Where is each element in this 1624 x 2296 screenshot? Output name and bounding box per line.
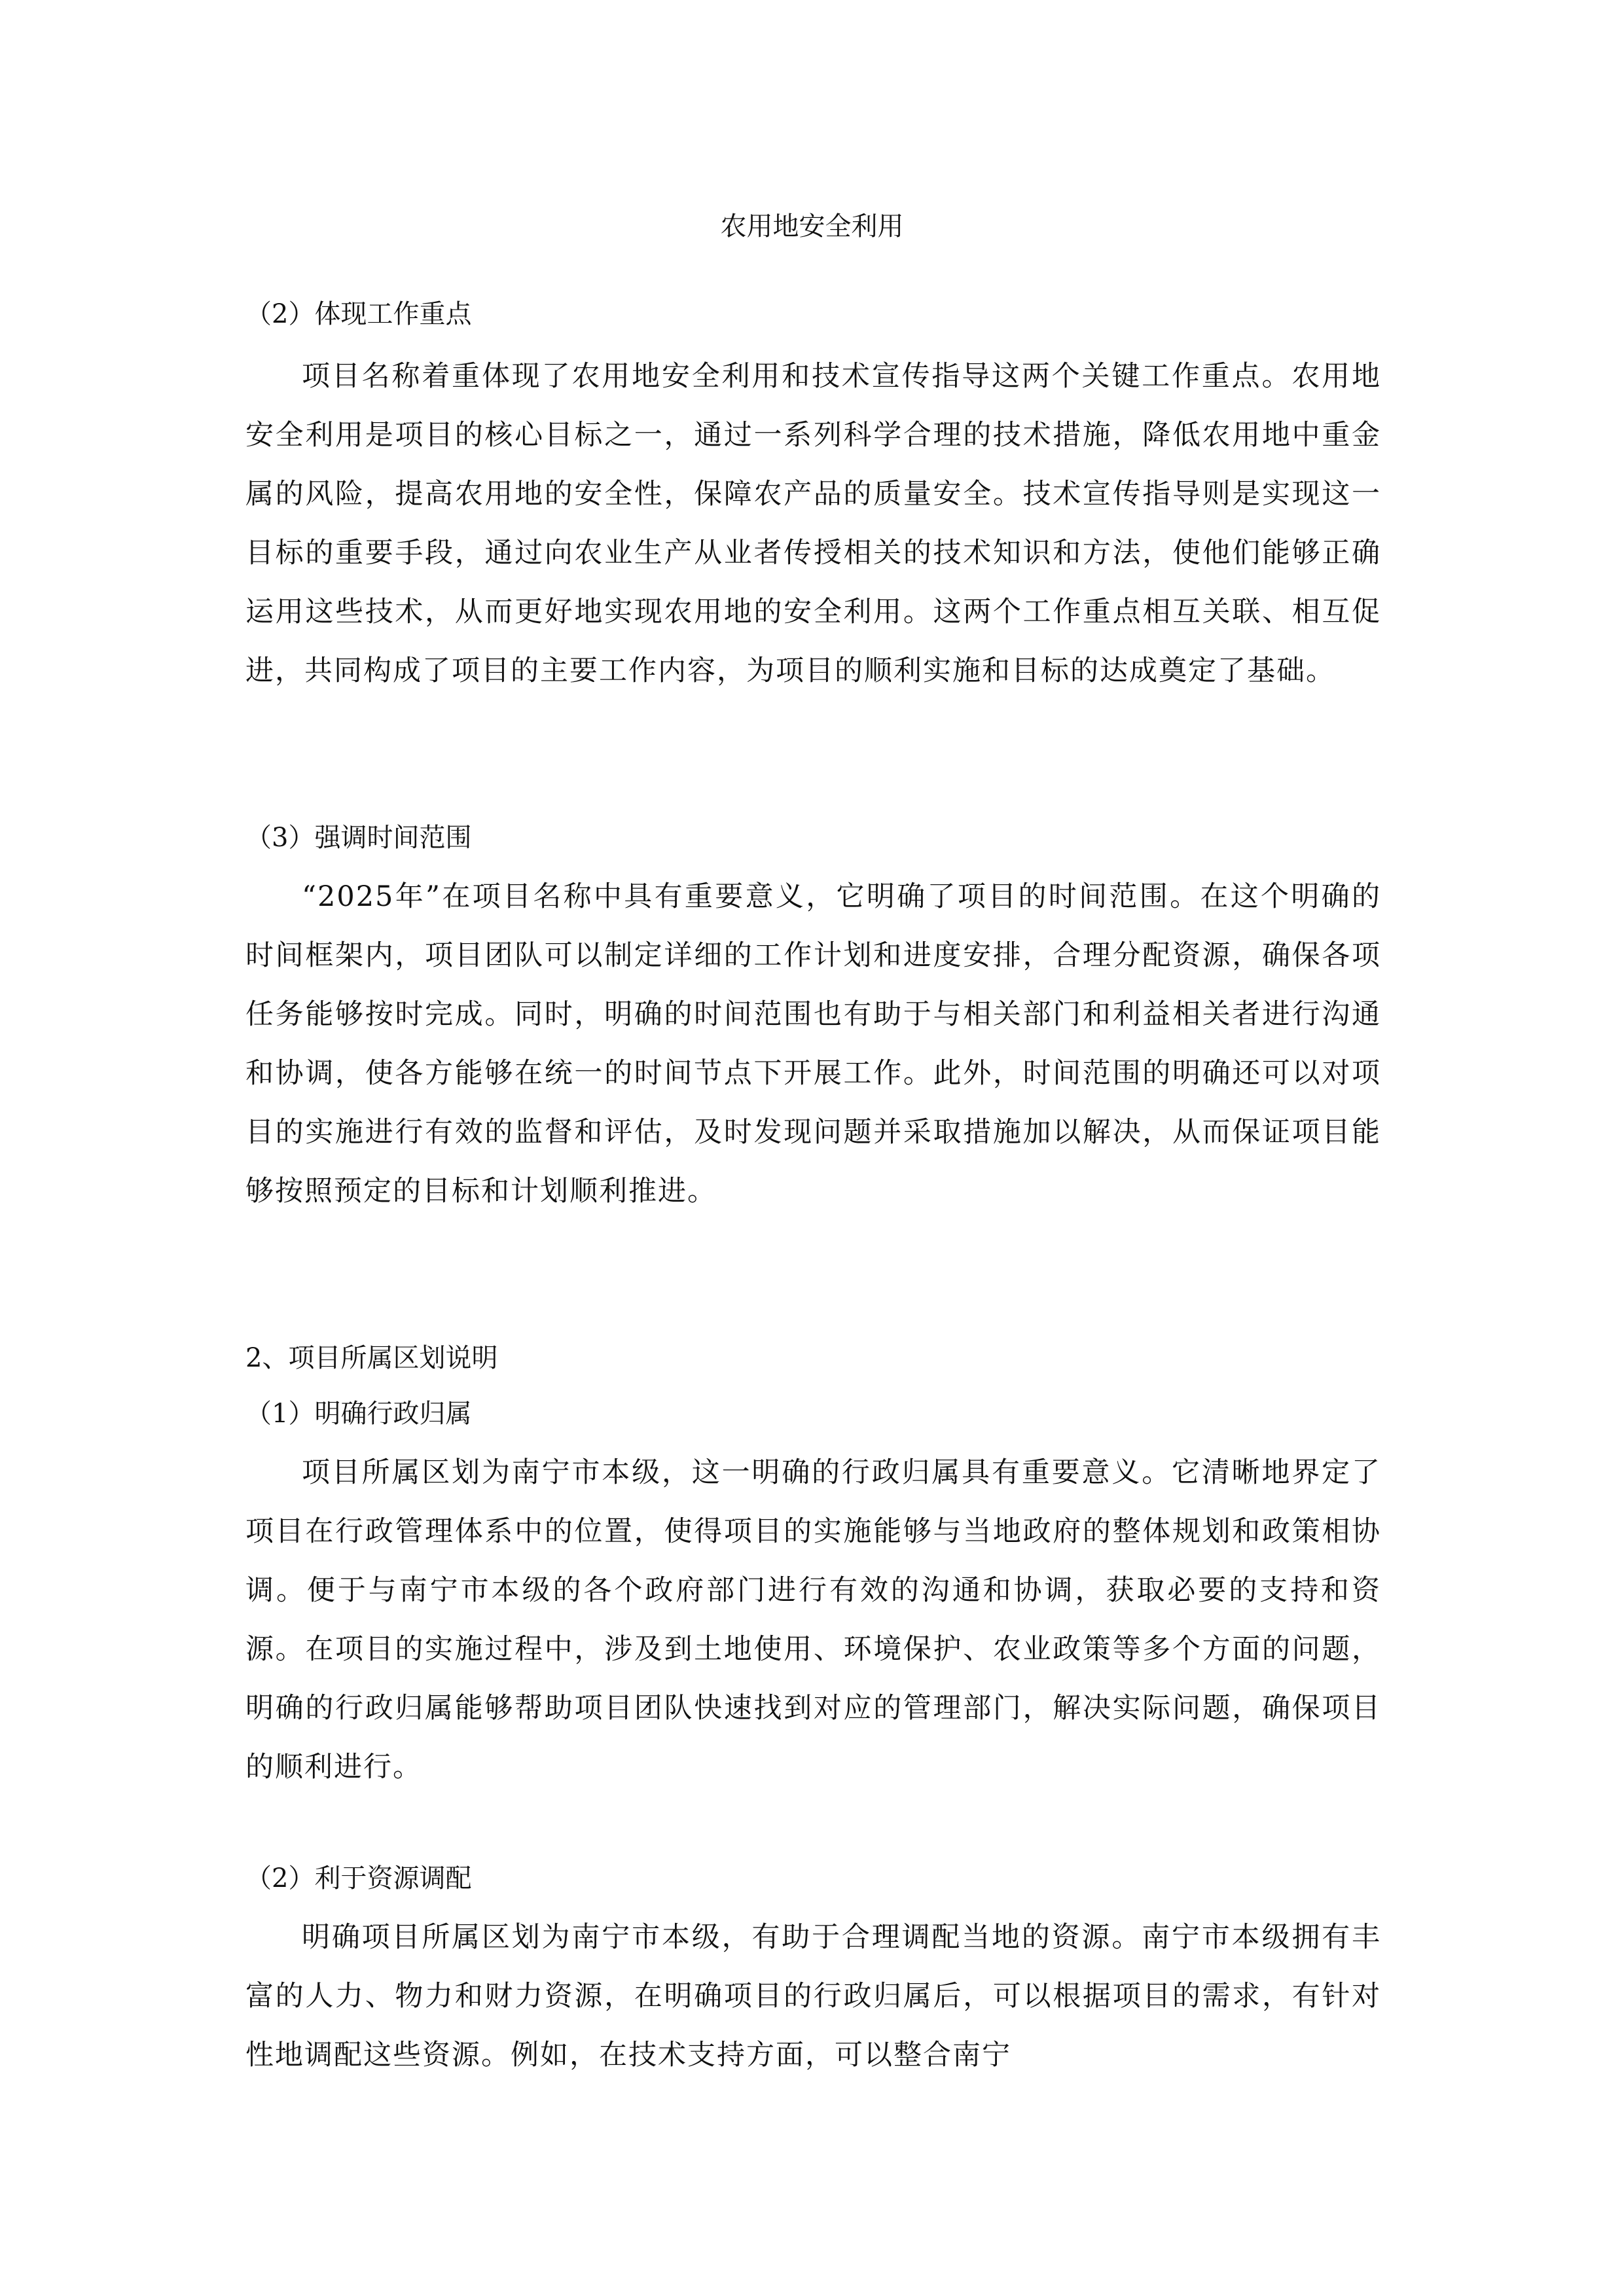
paragraph-time-range: “2025年”在项目名称中具有重要意义，它明确了项目的时间范围。在这个明确的时间框架内，项目团队可以制定详细的工作计划和进度安排，合理分配资源，确保各项任务能够按时完成。同时，明确的时间范围也有助于与相关部门和利益相关者进行沟通和协调，使各方能够在统一的时间节点下开展工作。此外，时间范围的明确还可以对项目的实施进行有效的监督和评估，及时发现问题并采取措施加以解决，从而保证项目能够按照预定的目标和计划顺利推进。	[245, 880, 1381, 1208]
section-heading-time-range: （3）强调时间范围	[245, 823, 472, 853]
section-heading-work-focus: （2）体现工作重点	[245, 299, 472, 329]
section-heading-project-region: 2、项目所属区划说明	[245, 1343, 498, 1373]
section-heading-resource-allocation: （2）利于资源调配	[245, 1863, 472, 1893]
paragraph-work-focus: 项目名称着重体现了农用地安全利用和技术宣传指导这两个关键工作重点。农用地安全利用是项目的核心目标之一，通过一系列科学合理的技术措施，降低农用地中重金属的风险，提高农用地的安全性，保障农产品的质量安全。技术宣传指导则是实现这一目标的重要手段，通过向农业生产从业者传授相关的技术知识和方法，使他们能够正确运用这些技术，从而更好地实现农用地的安全利用。这两个工作重点相互关联、相互促进，共同构成了项目的主要工作内容，为项目的顺利实施和目标的达成奠定了基础。	[245, 360, 1381, 687]
paragraph-administrative: 项目所属区划为南宁市本级，这一明确的行政归属具有重要意义。它清晰地界定了项目在行政管理体系中的位置，使得项目的实施能够与当地政府的整体规划和政策相协调。便于与南宁市本级的各个政府部门进行有效的沟通和协调，获取必要的支持和资源。在项目的实施过程中，涉及到土地使用、环境保护、农业政策等多个方面的问题，明确的行政归属能够帮助项目团队快速找到对应的管理部门，解决实际问题，确保项目的顺利进行。	[245, 1456, 1381, 1784]
paragraph-resource-allocation: 明确项目所属区划为南宁市本级，有助于合理调配当地的资源。南宁市本级拥有丰富的人力、物力和财力资源，在明确项目的行政归属后，可以根据项目的需求，有针对性地调配这些资源。例如，在技术支持方面，可以整合南宁	[245, 1921, 1381, 2072]
section-heading-administrative: （1）明确行政归属	[245, 1399, 472, 1429]
page-title: 农用地安全利用	[720, 211, 904, 242]
